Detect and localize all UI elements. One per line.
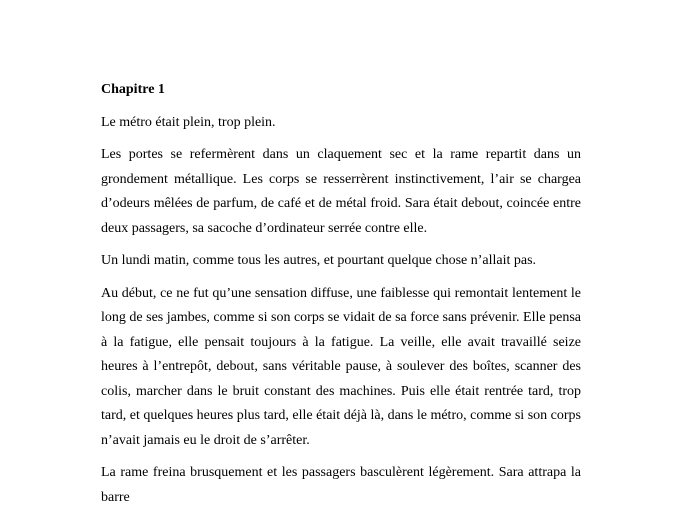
paragraph: La rame freina brusquement et les passagers basculèrent légèrement. Sara attrapa la barre — [101, 465, 581, 505]
paragraph: Les portes se refermèrent dans un claquement sec et la rame repartit dans un grondement métallique. Les corps se resserrèrent instinctivement, l’air se chargea d’odeurs mêlées de parfum, de café et de métal froid. Sara était debout, coincée entre deux passagers, sa sacoche d’ordinateur serrée contre elle. — [101, 147, 581, 236]
paragraph: Au début, ce ne fut qu’une sensation diffuse, une faiblesse qui remontait lentement le long de ses jambes, comme si son corps se vidait de sa force sans prévenir. Elle pensa à la fatigue, elle pensait toujours à la fatigue. La veille, elle avait travaillé seize heures à l’entrepôt, debout, sans véritable pause, à soulever des boîtes, scanner des colis, marcher dans le bruit constant des machines. Puis elle était rentrée tard, trop tard, et quelques heures plus tard, elle était déjà là, dans le métro, comme si son corps n’avait jamais eu le droit de s’arrêter. — [101, 285, 581, 448]
paragraph: Un lundi matin, comme tous les autres, et pourtant quelque chose n’allait pas. — [101, 253, 537, 268]
chapter-title: Chapitre 1 — [101, 82, 165, 97]
document-body — [101, 78, 581, 510]
paragraph: Le métro était plein, trop plein. — [101, 114, 276, 130]
